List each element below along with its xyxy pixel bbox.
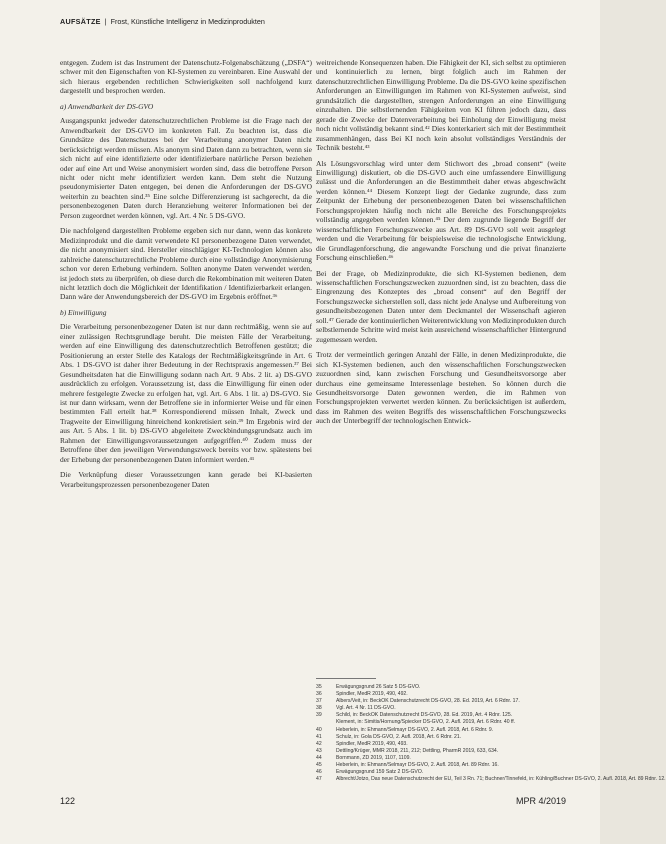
footnote [316, 727, 566, 734]
footnote-text: Bornmann, ZD 2019, 1107, 1109. [336, 754, 411, 761]
footnote-number: 39 [316, 712, 322, 719]
footnote-text: Erwägungsgrund 26 Satz 5 DS-GVO. [336, 684, 421, 690]
paragraph: Die Verarbeitung personenbezogener Daten ist nur dann rechtmäßig, wenn sie auf einer zulässigen Rechtsgrundlage beruht. Die meisten Fälle der Verarbeitung, werden auf eine Einwilligung des datenschutzrechtlich Betroffenen gestützt; die Positionierung an erster Stelle des Katalogs der Rechtmäßigkeitsgründe in Art. 6 Abs. 1 DS-GVO ist daher ihrer Bedeutung in der Rechtspraxis angemessen.³⁷ Bei Gesundheitsdaten hat die Einwilligung sodann nach Art. 9 Abs. 2 lit. a) DS-GVO ausdrücklich zu erfolgen. Voraussetzung ist, dass die Einwilligung für einen oder mehrere festgelegte Zwecke zu erfolgen hat, vgl. Art. 6 Abs. 1 lit. a) DS-GVO. Sie ist nur dann wirksam, wenn der Betroffene sie in informierter Weise und für einen bestimmten Fall erteilt hat.³⁸ Korrespondierend müssen Inhalt, Zweck und Tragweite der Einwilligung hinreichend konkretisiert sein.³⁹ Im Ergebnis wird der aus Art. 5 Abs. 1 lit. b) DS-GVO abgeleitete Zweckbindungsgrundsatz auch im Rahmen der Einwilligungsvoraussetzungen aufgegriffen.⁴⁰ Zudem muss der Betroffene über den jeweiligen Verwendungszweck bereits vor bzw. spätestens bei der Erhebung der personenbezogenen Daten informiert werden.⁴¹ [60, 322, 312, 464]
footnote-text: Schild, in: BeckOK Datenschutzrecht DS-GVO, 28. Ed. 2019, Art. 4 Rdnr. 125. [336, 712, 513, 719]
paragraph: Die nachfolgend dargestellten Probleme ergeben sich nur dann, wenn das konkrete Medizinprodukt und die damit verwendete KI personenbezogene Daten verwendet, die nicht anonymisiert sind. Hersteller einschlägiger KI-Technologien können also zahlreiche datenschutzrechtliche Probleme durch eine vollständige Anonymisierung schon vor deren Erhebung verhindern. Sollten anonyme Daten verwendet werden, ist jedoch stets zu überprüfen, ob diese durch die Rekombination mit weiteren Daten nicht letztlich doch die Möglichkeit der Identifikation / Identifizierbarkeit erlangen. Dann wäre der Anwendungsbereich der DS-GVO im Ergebnis eröffnet.³⁶ [60, 226, 312, 302]
running-title: Frost, Künstliche Intelligenz in Medizinprodukten [110, 17, 265, 26]
journal-issue: MPR 4/2019 [515, 796, 566, 806]
footnote [316, 691, 566, 698]
footnote [316, 734, 566, 741]
paragraph: entgegen. Zudem ist das Instrument der Datenschutz-Folgenabschätzung („DSFA“) schwer mit den Eigenschaften von KI-Systemen zu vereinbaren. Eine Auswahl der sich hieraus ergebenden rechtlichen Schwierigkeiten soll nachfolgend kurz dargestellt und besprochen werden. [60, 58, 312, 96]
left-column [60, 58, 312, 495]
footnote [316, 748, 566, 755]
paragraph: weitreichende Konsequenzen haben. Die Fähigkeit der KI, sich selbst zu optimieren und kontinuierlich zu lernen, birgt folglich auch im Rahmen der datenschutzrechtlichen Einwilligung Probleme. Da die DS-GVO keine spezifischen Anforderungen an Einwilligungen im Rahmen von KI-Systemen aufweist, sind grundsätzlich die dargestellten, strengen Anforderungen an eine Einwilligung einzuhalten. Die selbstlernenden Fähigkeiten von KI führen jedoch dazu, dass gerade die Zwecke der Datenverarbeitung bei Einholung der Einwilligung meist noch nicht vollständig bekannt sind.⁴² Dies konterkariert sich mit der Bestimmtheit zusammenhängen, dass Bei KI noch kein absolut vollständiges Verständnis der Technik besteht.⁴³ [316, 58, 566, 153]
right-column [316, 58, 566, 432]
footnote-text: Dettling/Krüger, MMR 2018, 211, 212; Dettling, PharmR 2019, 633, 634. [336, 747, 499, 754]
footnote-number: 40 [316, 726, 322, 733]
footnote [316, 776, 666, 783]
footnote [316, 698, 566, 705]
footnote-text: Albers/Veit, in: BeckOK Datenschutzrecht DS-GVO, 28. Ed. 2019, Art. 6 Rdnr. 17. [336, 698, 520, 705]
footnote [316, 741, 566, 748]
footnote-number: 45 [316, 762, 322, 769]
paragraph: Die Verknüpfung dieser Voraussetzungen kann gerade bei KI-basierten Verarbeitungsprozessen personenbezogener Daten [60, 470, 312, 489]
footnote-number: 36 [316, 691, 322, 698]
footnote-text: Spindler, MedR 2019, 490, 493. [336, 740, 408, 747]
footnote [316, 769, 566, 776]
footnote-number: 46 [316, 769, 322, 776]
footnote-number: 43 [316, 747, 322, 754]
footnote-text: Heberlein, in: Ehmann/Selmayr DS-GVO, 2. Aufl. 2018, Art. 89 Rdnr. 16. [336, 762, 499, 769]
footnote [316, 684, 566, 691]
footnote-number: 38 [316, 705, 322, 712]
footnote-text: Albrecht/Jotzo, Das neue Datenschutzrecht der EU, Teil 3 Rn. 71; Buchner/Tinnefeld, in: Kühling/Buchner DS-GVO, 2. Aufl. 2018, Art. 89 Rdnr. 12. [336, 776, 666, 783]
footnote-text: Klement, in: Simitis/Hornung/Spiecker DS-GVO, 2. Aufl. 2019, Art. 6 Rdnr. 40 ff. [336, 719, 516, 726]
footnote-number: 47 [316, 776, 322, 783]
footnote-number [316, 719, 336, 726]
header-separator: | [104, 17, 107, 26]
footnote [316, 719, 566, 726]
footnote [316, 712, 566, 719]
footnote-text: Spindler, MedR 2019, 490, 492. [336, 691, 408, 698]
paragraph: Als Lösungsvorschlag wird unter dem Stichwort des „broad consent“ (weite Einwilligung) diskutiert, ob die DS-GVO auch eine umfassendere Einwilligung zulässt und die Anforderungen an die Bestimmtheit daher etwas abgeschwächt werden können.⁴⁴ Diesem Konzept liegt der Gedanke zugrunde, dass zum Zeitpunkt der Erhebung der personenbezogenen Daten bei wissenschaftlichen Forschungsprojekten häufig noch nicht alle Bereiche des Forschungsprojekts vollständig angegeben werden können.⁴⁵ Der dem zugrunde liegende Begriff der wissenschaftlichen Forschungszwecke aus Art. 89 DS-GVO soll weit ausgelegt werden und die Verarbeitung für beispielsweise die technologische Entwicklung, die Grundlagenforschung, die angewandte Forschung und die privat finanzierte Forschung einschließen.⁴⁶ [316, 158, 566, 263]
footnotes [316, 684, 666, 783]
footnote-number: 44 [316, 754, 322, 761]
footnote [316, 762, 566, 769]
page-number: 122 [60, 796, 76, 806]
paragraph: Ausgangspunkt jedweder datenschutzrechtlichen Probleme ist die Frage nach der Anwendbarkeit der DS-GVO im konkreten Fall. Zu beachten ist, dass die Grundsätze des Datenschutzes bei der Verarbeitung anonymer Daten nicht berücksichtigt werden müssen. Als anonym sind Daten dann zu betrachten, wenn sie sich nicht auf eine identifizierte oder identifizierbare natürliche Person beziehen oder auf eine Art und Weise anonymisiert worden sind, dass die betroffene Person nicht oder nicht mehr identifiziert werden kann. Dem steht die Nutzung pseudonymisierter Daten entgegen, bei denen die Anforderungen der DS-GVO weiterhin zu beachten sind.³⁵ Eine solche Differenzierung ist sachgerecht, da die personenbezogenen Daten durch Heranziehung weiterer Informationen bei der Person zugeordnet werden können, vgl. Art. 4 Nr. 5 DS-GVO. [60, 116, 312, 220]
footnote [316, 705, 566, 712]
footnote-number: 42 [316, 740, 322, 747]
section-label: AUFSÄTZE [60, 17, 101, 26]
footnote [316, 755, 566, 762]
footnote-text: Vgl. Art. 4 Nr. 11 DS-GVO. [336, 705, 396, 712]
footnote-text: Schulz, in: Gola DS-GVO, 2. Aufl. 2018, Art. 6 Rdnr. 21. [336, 733, 462, 740]
paragraph: Bei der Frage, ob Medizinprodukte, die sich KI-Systemen bedienen, dem wissenschaftlichen Forschungszwecken zuzuordnen sind, ist zu beachten, dass die Eingrenzung des Konzeptes des „broad consent“ auf den Begriff der Forschungszwecke sicherstellen soll, dass nicht jede Analyse und Aufbereitung von gesundheitsbezogenen Daten unter dem Deckmantel der Wissenschaft agieren soll.⁴⁷ Gerade der kontinuierlichen Weiterentwicklung von Medizinprodukten durch selbstlernende Schritte wird meist kein ausreichend wissenschaftlicher Hintergrund zugemessen werden. [316, 268, 566, 344]
footnote-number: 35 [316, 684, 322, 690]
subheading-a: a) Anwendbarkeit der DS-GVO [60, 101, 154, 111]
footnote-number: 37 [316, 698, 322, 705]
paragraph: Trotz der vermeintlich geringen Anzahl der Fälle, in denen Medizinprodukte, die sich KI-Systemen bedienen, auch den wissenschaftlichen Forschungszwecken zuzuordnen sind, kann zwischen Forschung und Gesundheitsvorsorge aber durchaus eine gemeinsame Interessenlage bestehen. So können durch die Gesundheitsvorsorge Daten gewonnen werden, die im Rahmen von Forschungsprojekten verwertet werden können. Zu berücksichtigen ist außerdem, dass im Rahmen des weiten Begriffs des wissenschaftlichen Forschungszwecks auch der Unterbegriff der technologischen Entwick- [316, 350, 566, 426]
footnote-divider [316, 678, 376, 679]
subheading-b: b) Einwilligung [60, 307, 107, 317]
footnote-number: 41 [316, 733, 322, 740]
running-header [60, 17, 550, 31]
footnote-text: Heberlein, in: Ehmann/Selmayr DS-GVO, 2. Aufl. 2018, Art. 6 Rdnr. 9. [336, 726, 494, 733]
footnote-text: Erwägungsgrund 159 Satz 2 DS-GVO. [336, 769, 424, 776]
